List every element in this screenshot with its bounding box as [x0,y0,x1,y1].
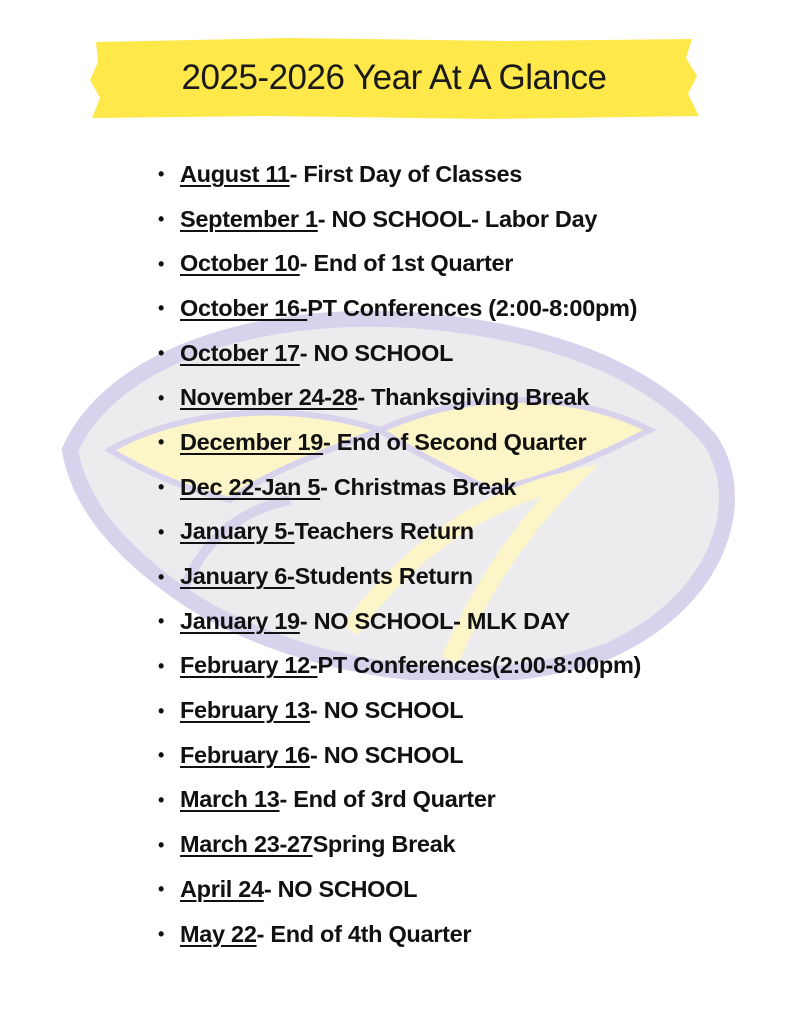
event-date: December 19 [180,428,324,455]
event-description: - NO SCHOOL [309,741,464,768]
event-description: PT Conferences(2:00-8:00pm) [317,652,642,679]
event-date: March 23-27 [180,831,313,858]
bullet-icon: • [158,655,165,676]
events-list [158,152,641,956]
list-item [158,644,641,689]
event-description: Teachers Return [294,518,474,545]
event-date: January 6- [180,563,295,590]
list-item [158,867,641,912]
bullet-icon: • [158,432,165,453]
list-item [158,197,641,242]
event-date: May 22 [180,920,257,947]
bullet-icon: • [158,298,165,319]
event-date: February 13 [180,697,310,724]
bullet-icon: • [158,924,165,945]
list-item [158,822,641,867]
event-description: - NO SCHOOL [309,697,464,724]
bullet-icon: • [158,834,165,855]
event-description: - End of Second Quarter [323,428,587,455]
bullet-icon: • [158,879,165,900]
list-item [158,241,641,286]
bullet-icon: • [158,789,165,810]
event-date: August 11 [180,160,290,187]
bullet-icon: • [158,387,165,408]
list-item [158,599,641,644]
event-date: October 10 [180,250,300,277]
event-date: November 24-28 [180,384,358,411]
event-date: February 16 [180,741,310,768]
event-description: - NO SCHOOL [299,339,454,366]
event-date: March 13 [180,786,280,813]
event-description: Students Return [294,563,473,590]
bullet-icon: • [158,209,165,230]
event-description: - End of 3rd Quarter [279,786,496,813]
list-item [158,778,641,823]
event-description: - Christmas Break [320,473,517,500]
event-date: February 12- [180,652,318,679]
event-date: October 16- [180,294,308,321]
event-date: January 19 [180,607,300,634]
event-description: - NO SCHOOL [263,875,418,902]
list-item [158,465,641,510]
list-item [158,152,641,197]
list-item [158,375,641,420]
page-title: 2025-2026 Year At A Glance [181,58,607,97]
event-description: - End of 4th Quarter [256,920,472,947]
bullet-icon: • [158,566,165,587]
event-date: April 24 [180,875,264,902]
list-item [158,510,641,555]
event-date: September 1 [180,205,318,232]
bullet-icon: • [158,700,165,721]
bullet-icon: • [158,477,165,498]
event-date: Dec 22-Jan 5 [180,473,321,500]
list-item [158,420,641,465]
event-description: - Thanksgiving Break [357,384,590,411]
bullet-icon: • [158,343,165,364]
list-item [158,733,641,778]
event-description: - NO SCHOOL- MLK DAY [299,607,570,634]
event-description: - NO SCHOOL- Labor Day [317,205,598,232]
event-description: PT Conferences (2:00-8:00pm) [307,294,638,321]
list-item [158,554,641,599]
bullet-icon: • [158,253,165,274]
event-description: - End of 1st Quarter [299,250,514,277]
bullet-icon: • [158,521,165,542]
list-item [158,286,641,331]
list-item [158,331,641,376]
event-description: - First Day of Classes [289,160,523,187]
bullet-icon: • [158,745,165,766]
event-description: Spring Break [312,831,456,858]
event-date: October 17 [180,339,300,366]
bullet-icon: • [158,611,165,632]
list-item [158,688,641,733]
list-item [158,912,641,957]
bullet-icon: • [158,164,165,185]
event-date: January 5- [180,518,295,545]
